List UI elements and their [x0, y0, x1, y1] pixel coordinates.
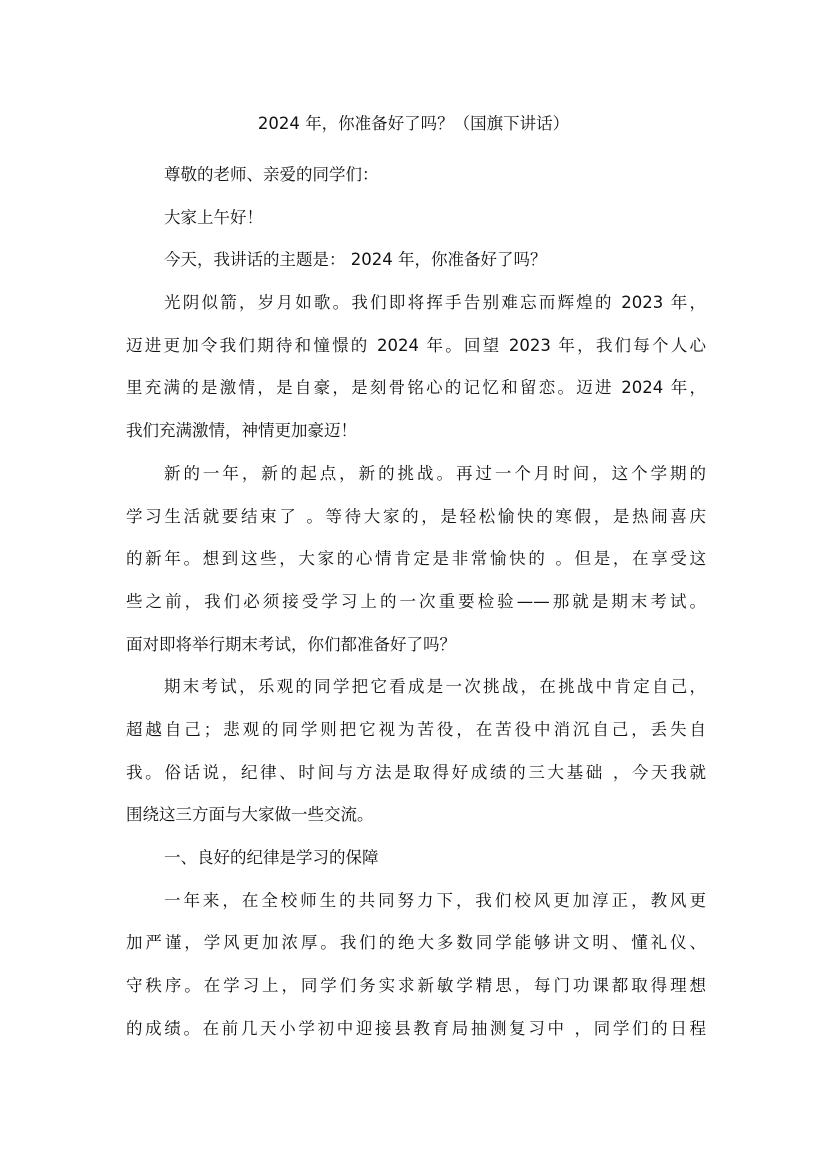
text-line: 的新年。想到这些，大家的心情肯定是非常愉快的 。但是，在享受这 [126, 549, 706, 569]
text-line: 加严谨，学风更加浓厚。我们的绝大多数同学能够讲文明、懂礼仪、 [126, 933, 706, 953]
text-line: 今天，我讲话的主题是： 2024 年，你准备好了吗？ [164, 250, 547, 270]
text-line: 尊敬的老师、亲爱的同学们： [164, 165, 379, 184]
text-line: 超越自己；悲观的同学则把它视为苦役，在苦役中消沉自己，丢失自 [126, 719, 706, 739]
text-line: 一年来，在全校师生的共同努力下，我们校风更加淳正，教风更 [164, 890, 706, 910]
document-body [126, 154, 706, 1050]
text-line: 光阴似箭，岁月如歌。我们即将挥手告别难忘而辉煌的 2023 年， [164, 293, 706, 313]
text-line: 的成绩。在前几天小学初中迎接县教育局抽测复习中 ，同学们的日程 [126, 1018, 706, 1038]
text-line: 期末考试，乐观的同学把它看成是一次挑战，在挑战中肯定自己， [164, 677, 706, 697]
text-line: 迈进更加令我们期待和憧憬的 2024 年。回望 2023 年，我们每个人心 [126, 335, 706, 355]
text-line: 学习生活就要结束了 。等待大家的，是轻松愉快的寒假，是热闹喜庆 [126, 506, 706, 526]
text-line: 围绕这三方面与大家做一些交流。 [126, 805, 374, 825]
document-title: 2024 年，你准备好了吗？（国旗下讲话） [257, 114, 570, 133]
text-line: 里充满的是激情，是自豪，是刻骨铭心的记忆和留恋。迈进 2024 年， [126, 378, 706, 398]
text-line: 守秩序。在学习上，同学们务实求新敏学精思，每门功课都取得理想 [126, 976, 706, 996]
text-line: 我们充满激情，神情更加豪迈！ [126, 421, 357, 441]
text-line: 些之前，我们必须接受学习上的一次重要检验——那就是期末考试。 [126, 591, 706, 611]
text-line: 大家上午好！ [164, 207, 263, 227]
section-heading: 一、良好的纪律是学习的保障 [164, 848, 379, 867]
text-line: 面对即将举行期末考试，你们都准备好了吗？ [126, 634, 456, 654]
text-line: 我。俗话说，纪律、时间与方法是取得好成绩的三大基础 ，今天我就 [126, 762, 706, 782]
text-line: 新的一年，新的起点，新的挑战。再过一个月时间，这个学期的 [164, 463, 706, 483]
